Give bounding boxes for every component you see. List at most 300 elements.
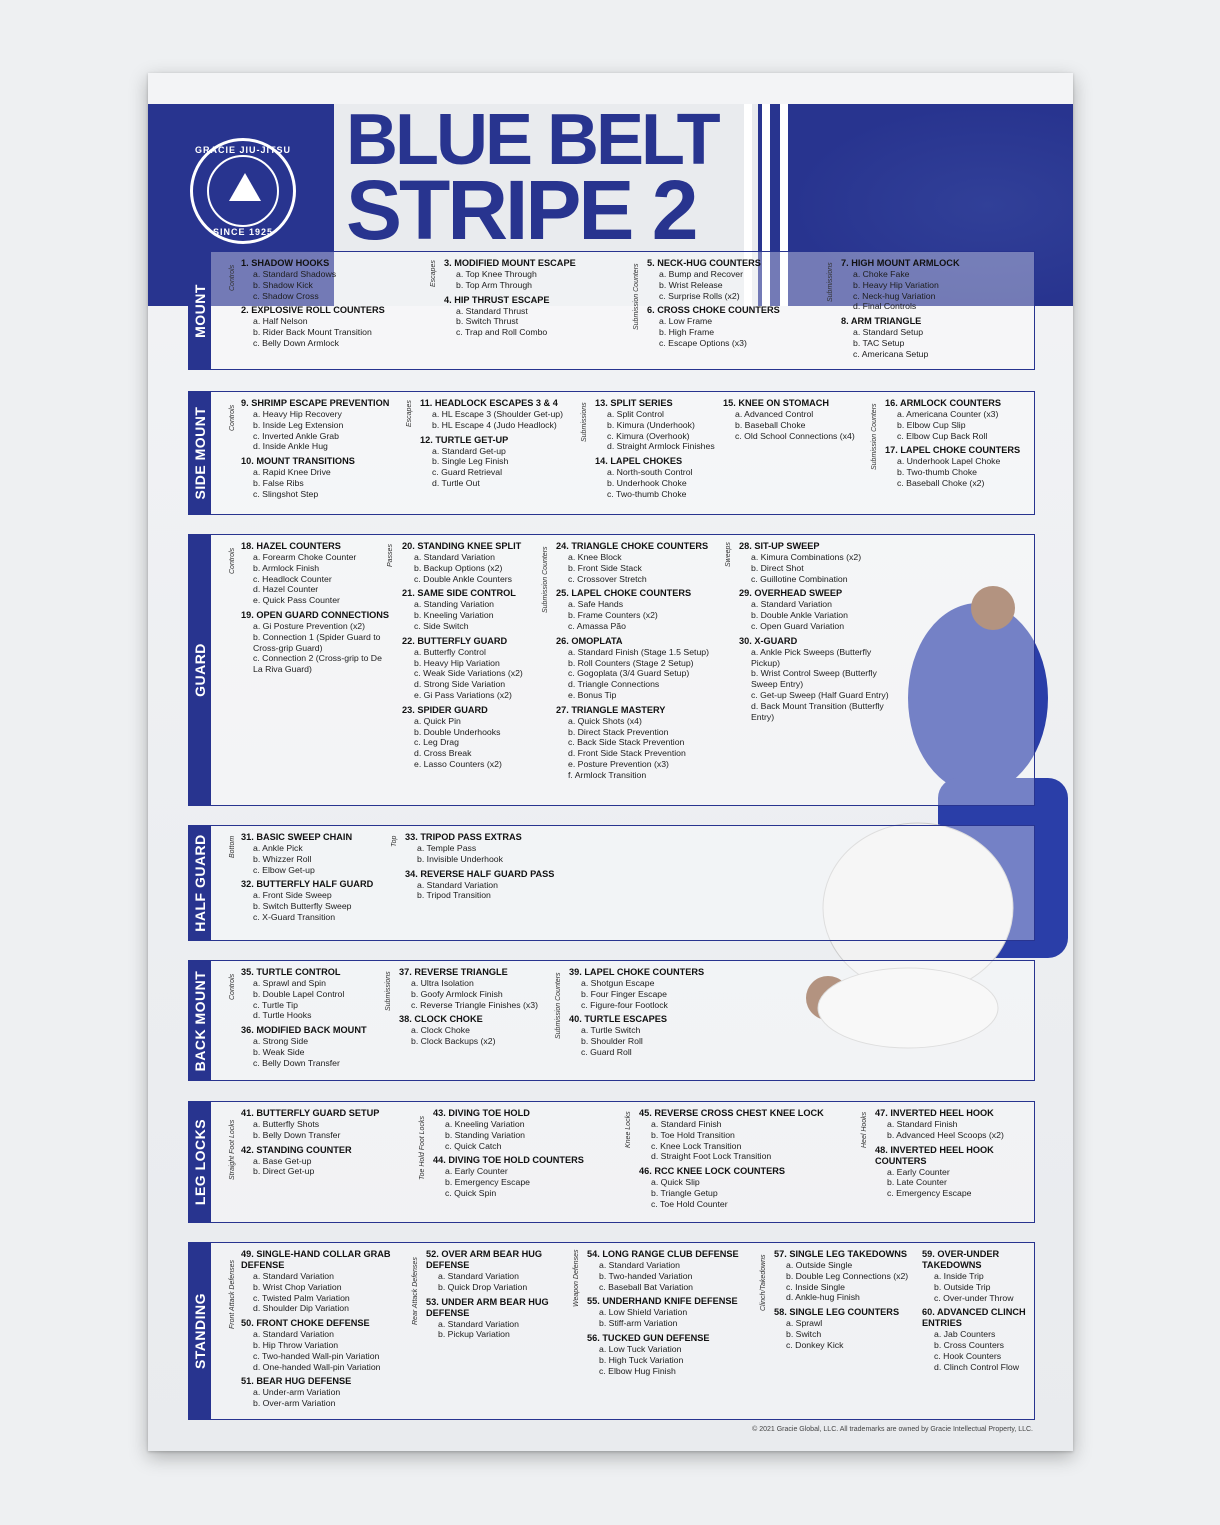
technique-subitem: b. Top Arm Through (456, 279, 532, 290)
technique-subitem: e. Gi Pass Variations (x2) (414, 689, 512, 700)
technique-title: 31. BASIC SWEEP CHAIN (241, 832, 353, 842)
technique-subitem: d. Straight Foot Lock Transition (651, 1151, 772, 1162)
technique-subitem: b. Inside Leg Extension (253, 419, 344, 430)
technique-column (426, 1249, 576, 1344)
technique-item (433, 1155, 628, 1198)
technique-subitem: e. Bonus Tip (568, 689, 617, 700)
technique-title: 41. BUTTERFLY GUARD SETUP (241, 1108, 380, 1118)
column-category-label: Sweeps (725, 541, 732, 567)
technique-subitem: a. Split Control (607, 409, 664, 419)
technique-subitem: d. One-handed Wall-pin Variation (253, 1361, 381, 1372)
column-category-label: Clinch/Takedowns (760, 1254, 767, 1311)
technique-subitem: b. Underhook Choke (607, 477, 687, 488)
technique-subitem: a. North-south Control (607, 467, 693, 478)
technique-subitem: a. Standard Thrust (456, 305, 528, 316)
technique-title: 44. DIVING TOE HOLD COUNTERS (433, 1155, 584, 1166)
technique-column (241, 967, 391, 1073)
technique-item (241, 456, 416, 499)
technique-item (241, 879, 406, 922)
logo-emblem-icon (207, 155, 279, 227)
logo-text-bottom: SINCE 1925 (212, 227, 274, 237)
technique-subitem: a. Rapid Knee Drive (253, 467, 331, 478)
gracie-logo (190, 138, 296, 244)
technique-item (241, 1376, 406, 1409)
technique-item (402, 705, 552, 770)
technique-subitem: a. Standard Variation (417, 879, 498, 890)
technique-title: 57. SINGLE LEG TAKEDOWNS (774, 1249, 908, 1259)
technique-column (420, 398, 590, 493)
technique-title: 48. INVERTED HEEL HOOK COUNTERS (875, 1144, 994, 1166)
column-category-label: Bottom (229, 835, 236, 858)
technique-title: 58. SINGLE LEG COUNTERS (774, 1307, 900, 1318)
technique-subitem: a. Standard Variation (414, 552, 495, 562)
technique-subitem: c. Inverted Ankle Grab (253, 430, 339, 441)
copyright-text: © 2021 Gracie Global, LLC. All trademarks are owned by Gracie Intellectual Property, LLC. (752, 1426, 1033, 1433)
technique-item (841, 316, 1031, 359)
technique-item (420, 398, 590, 431)
technique-subitem: a. Ankle Pick Sweeps (Butterfly Pickup) (751, 646, 872, 668)
technique-subitem: b. Over-arm Variation (253, 1398, 336, 1409)
technique-subitem: b. Direct Shot (751, 562, 804, 573)
section-title: MOUNT (192, 283, 208, 338)
column-category-label: Controls (229, 973, 236, 1000)
technique-title: 54. LONG RANGE CLUB DEFENSE (587, 1249, 739, 1259)
technique-subitem: b. High Tuck Variation (599, 1354, 684, 1365)
technique-subitem: b. Two-thumb Choke (897, 467, 977, 478)
section-leg-locks (188, 1101, 1035, 1223)
technique-column (433, 1108, 628, 1203)
technique-title: 60. ADVANCED CLINCH ENTRIES (922, 1307, 1026, 1329)
technique-subitem: a. Bump and Recover (659, 269, 744, 279)
technique-subitem: a. Early Counter (887, 1166, 950, 1177)
technique-title: 56. TUCKED GUN DEFENSE (587, 1332, 710, 1343)
technique-item (241, 1108, 421, 1141)
technique-subitem: e. Posture Prevention (x3) (568, 758, 669, 769)
technique-title: 7. HIGH MOUNT ARMLOCK (841, 258, 960, 268)
poster (148, 73, 1073, 1451)
technique-item (402, 541, 552, 584)
technique-subitem: c. Baseball Choke (x2) (897, 477, 985, 488)
column-category-label: Top (391, 835, 398, 847)
technique-item (587, 1296, 762, 1329)
technique-item (774, 1249, 924, 1303)
technique-item (241, 305, 431, 348)
technique-title: 21. SAME SIDE CONTROL (402, 588, 516, 599)
section-side-mount (188, 391, 1035, 515)
technique-subitem: b. Toe Hold Transition (651, 1129, 735, 1140)
technique-item (639, 1108, 859, 1162)
technique-subitem: a. Knee Block (568, 552, 622, 562)
technique-subitem: b. Rider Back Mount Transition (253, 327, 372, 338)
technique-title: 30. X-GUARD (739, 635, 798, 646)
technique-column (402, 541, 552, 774)
section-label (189, 392, 211, 514)
technique-title: 15. KNEE ON STOMACH (723, 398, 830, 408)
technique-subitem: b. Belly Down Transfer (253, 1129, 341, 1140)
technique-subitem: a. Low Frame (659, 316, 713, 327)
technique-subitem: b. Roll Counters (Stage 2 Setup) (568, 657, 694, 668)
technique-title: 20. STANDING KNEE SPLIT (402, 541, 522, 551)
column-category-label: Submission Counters (633, 263, 640, 331)
technique-subitem: b. Quick Drop Variation (438, 1281, 528, 1292)
section-label (189, 252, 211, 369)
technique-subitem: c. Side Switch (414, 620, 469, 631)
technique-title: 23. SPIDER GUARD (402, 704, 488, 715)
technique-title: 52. OVER ARM BEAR HUG DEFENSE (426, 1249, 543, 1270)
technique-subitem: a. Clock Choke (411, 1025, 470, 1036)
technique-subitem: b. HL Escape 4 (Judo Headlock) (432, 419, 557, 430)
technique-title: 12. TURTLE GET-UP (420, 434, 509, 445)
technique-subitem: b. Switch Butterfly Sweep (253, 901, 352, 912)
technique-title: 18. HAZEL COUNTERS (241, 541, 341, 551)
technique-subitem: c. Elbow Cup Back Roll (897, 430, 988, 441)
technique-subitem: b. False Ribs (253, 477, 304, 488)
technique-column (405, 832, 575, 905)
technique-subitem: b. Double Ankle Variation (751, 610, 848, 621)
technique-subitem: a. Ultra Isolation (411, 978, 474, 988)
technique-column (241, 398, 416, 504)
technique-title: 8. ARM TRIANGLE (841, 316, 922, 327)
technique-subitem: a. Quick Pin (414, 715, 461, 726)
section-title: GUARD (192, 643, 208, 697)
technique-title: 6. CROSS CHOKE COUNTERS (647, 305, 780, 316)
technique-subitem: d. Clinch Control Flow (934, 1361, 1019, 1372)
technique-subitem: a. Kimura Combinations (x2) (751, 552, 862, 562)
technique-column (241, 258, 431, 353)
technique-subitem: a. Standing Variation (414, 599, 495, 610)
technique-item (433, 1108, 628, 1151)
section-guard (188, 534, 1035, 806)
technique-title: 13. SPLIT SERIES (595, 398, 673, 408)
technique-title: 51. BEAR HUG DEFENSE (241, 1376, 352, 1387)
title-line-2: STRIPE 2 (346, 163, 696, 257)
technique-item (444, 295, 634, 338)
technique-subitem: c. Headlock Counter (253, 573, 332, 584)
technique-subitem: a. Outside Single (786, 1260, 853, 1270)
technique-item (241, 1249, 406, 1314)
section-back-mount (188, 960, 1035, 1081)
technique-title: 10. MOUNT TRANSITIONS (241, 456, 355, 467)
technique-item (556, 588, 726, 631)
technique-item (647, 258, 837, 301)
technique-title: 50. FRONT CHOKE DEFENSE (241, 1318, 370, 1329)
technique-column (569, 967, 729, 1062)
technique-column (647, 258, 837, 353)
technique-item (405, 869, 575, 902)
technique-subitem: c. Quick Catch (445, 1140, 502, 1151)
technique-column (639, 1108, 859, 1214)
technique-item (875, 1145, 1035, 1199)
technique-subitem: b. Triangle Getup (651, 1187, 718, 1198)
technique-subitem: b. Stiff-arm Variation (599, 1318, 678, 1329)
technique-column (556, 541, 726, 785)
technique-subitem: c. Weak Side Variations (x2) (414, 668, 523, 679)
technique-subitem: b. Tripod Transition (417, 890, 491, 901)
technique-subitem: c. Leg Drag (414, 737, 459, 748)
technique-subitem: c. Elbow Get-up (253, 864, 315, 875)
technique-title: 2. EXPLOSIVE ROLL COUNTERS (241, 305, 385, 316)
technique-subitem: a. Low Shield Variation (599, 1307, 688, 1318)
technique-subitem: c. Reverse Triangle Finishes (x3) (411, 999, 538, 1010)
technique-title: 36. MODIFIED BACK MOUNT (241, 1025, 367, 1036)
technique-subitem: b. Shoulder Roll (581, 1036, 643, 1047)
technique-subitem: a. Top Knee Through (456, 269, 537, 279)
technique-item (241, 258, 431, 301)
technique-subitem: c. Turtle Tip (253, 999, 298, 1010)
technique-item (420, 435, 590, 489)
technique-subitem: c. Back Side Stack Prevention (568, 737, 685, 748)
technique-subitem: c. Two-handed Wall-pin Variation (253, 1350, 380, 1361)
technique-subitem: a. Jab Counters (934, 1329, 996, 1340)
section-title: LEG LOCKS (192, 1118, 208, 1206)
technique-column (922, 1249, 1037, 1377)
column-category-label: Submission Counters (542, 546, 549, 614)
technique-subitem: a. Butterfly Shots (253, 1119, 320, 1129)
section-label (189, 1102, 211, 1222)
technique-title: 1. SHADOW HOOKS (241, 258, 330, 268)
technique-subitem: d. Shoulder Dip Variation (253, 1303, 349, 1314)
technique-subitem: b. Elbow Cup Slip (897, 419, 966, 430)
technique-item (426, 1249, 576, 1293)
technique-subitem: c. Two-thumb Choke (607, 488, 687, 499)
technique-title: 3. MODIFIED MOUNT ESCAPE (444, 258, 576, 268)
technique-title: 32. BUTTERFLY HALF GUARD (241, 879, 374, 890)
technique-subitem: a. Safe Hands (568, 599, 624, 610)
technique-subitem: b. Direct Get-up (253, 1166, 315, 1177)
technique-item (885, 445, 1035, 488)
technique-subitem: d. Straight Armlock Finishes (607, 441, 715, 452)
technique-subitem: c. Figure-four Footlock (581, 999, 668, 1010)
technique-title: 29. OVERHEAD SWEEP (739, 588, 843, 599)
technique-item (587, 1333, 762, 1376)
technique-subitem: c. Twisted Palm Variation (253, 1292, 350, 1303)
technique-subitem: a. Standard Variation (253, 1329, 334, 1340)
technique-subitem: d. Back Mount Transition (Butterfly Entry) (751, 700, 884, 722)
technique-item (569, 967, 729, 1010)
technique-subitem: b. Four Finger Escape (581, 988, 667, 999)
technique-column (444, 258, 634, 342)
technique-subitem: b. Weak Side (253, 1046, 305, 1057)
title-line-1: BLUE BELT (346, 100, 718, 180)
column-category-label: Controls (229, 264, 236, 291)
technique-item (444, 258, 634, 291)
technique-item (241, 967, 391, 1021)
section-half-guard (188, 825, 1035, 941)
technique-subitem: d. Turtle Hooks (253, 1010, 312, 1021)
technique-subitem: a. Standard Setup (853, 327, 924, 338)
technique-subitem: a. Sprawl and Spin (253, 978, 326, 988)
technique-subitem: b. Heavy Hip Variation (853, 279, 939, 290)
technique-subitem: d. Cross Break (414, 748, 472, 759)
technique-subitem: a. Inside Trip (934, 1271, 984, 1281)
technique-subitem: b. Heavy Hip Variation (414, 657, 500, 668)
technique-subitem: a. Standard Shadows (253, 269, 337, 279)
column-category-label: Straight Foot Locks (229, 1120, 236, 1181)
technique-title: 14. LAPEL CHOKES (595, 456, 683, 467)
technique-subitem: a. Standard Variation (599, 1260, 680, 1270)
triangle-icon (229, 173, 261, 201)
technique-title: 25. LAPEL CHOKE COUNTERS (556, 588, 692, 599)
technique-item (774, 1307, 924, 1350)
technique-subitem: b. Two-handed Variation (599, 1270, 693, 1281)
technique-subitem: b. Advanced Heel Scoops (x2) (887, 1129, 1004, 1140)
column-category-label: Rear Attack Defenses (412, 1257, 419, 1325)
technique-subitem: c. Guard Roll (581, 1046, 632, 1057)
technique-item (739, 541, 889, 584)
technique-subitem: c. Quick Spin (445, 1187, 497, 1198)
technique-subitem: a. Low Tuck Variation (599, 1343, 682, 1354)
technique-item (739, 636, 889, 723)
column-category-label: Submissions (827, 261, 834, 302)
technique-item (569, 1014, 729, 1057)
technique-subitem: c. Guillotine Combination (751, 573, 848, 584)
technique-item (647, 305, 837, 348)
technique-subitem: a. Quick Shots (x4) (568, 715, 642, 726)
technique-subitem: b. Kneeling Variation (414, 610, 494, 621)
technique-subitem: c. Crossover Stretch (568, 573, 647, 584)
technique-subitem: a. Underhook Lapel Choke (897, 456, 1001, 467)
column-category-label: Submission Counters (871, 403, 878, 471)
section-label (189, 826, 211, 940)
technique-column (399, 967, 559, 1051)
technique-title: 39. LAPEL CHOKE COUNTERS (569, 967, 705, 977)
technique-subitem: c. Guard Retrieval (432, 467, 503, 478)
technique-subitem: a. Advanced Control (735, 409, 814, 419)
technique-subitem: c. Open Guard Variation (751, 620, 845, 631)
technique-title: 24. TRIANGLE CHOKE COUNTERS (556, 541, 709, 551)
technique-title: 19. OPEN GUARD CONNECTIONS (241, 609, 390, 620)
technique-item (739, 588, 889, 631)
technique-subitem: d. Strong Side Variation (414, 679, 506, 690)
technique-subitem: d. Inside Ankle Hug (253, 441, 328, 452)
technique-subitem: a. Standard Finish (887, 1119, 958, 1129)
technique-subitem: b. Whizzer Roll (253, 853, 312, 864)
technique-subitem: b. Switch Thrust (456, 316, 519, 327)
technique-title: 47. INVERTED HEEL HOOK (875, 1108, 994, 1118)
technique-subitem: c. Surprise Rolls (x2) (659, 290, 740, 301)
technique-subitem: b. TAC Setup (853, 337, 905, 348)
technique-subitem: a. Standard Variation (253, 1271, 334, 1281)
technique-subitem: c. Double Ankle Counters (414, 573, 513, 584)
technique-subitem: c. Belly Down Armlock (253, 337, 339, 348)
column-category-label: Submissions (385, 970, 392, 1011)
technique-subitem: a. HL Escape 3 (Shoulder Get-up) (432, 409, 564, 419)
technique-column (587, 1249, 762, 1380)
technique-subitem: a. Kneeling Variation (445, 1119, 525, 1129)
technique-subitem: a. Standard Variation (438, 1318, 519, 1329)
technique-subitem: c. Knee Lock Transition (651, 1140, 742, 1151)
technique-column (739, 541, 889, 726)
technique-subitem: e. Lasso Counters (x2) (414, 758, 502, 769)
section-title: BACK MOUNT (192, 970, 208, 1071)
technique-subitem: a. Choke Fake (853, 269, 910, 279)
technique-item (399, 967, 559, 1010)
technique-title: 49. SINGLE-HAND COLLAR GRAB DEFENSE (241, 1249, 391, 1270)
technique-subitem: a. Strong Side (253, 1036, 309, 1047)
technique-title: 46. RCC KNEE LOCK COUNTERS (639, 1166, 785, 1177)
technique-subitem: b. Shadow Kick (253, 279, 313, 290)
technique-subitem: a. Forearm Choke Counter (253, 552, 357, 562)
technique-subitem: a. Front Side Sweep (253, 890, 332, 901)
technique-title: 22. BUTTERFLY GUARD (402, 635, 508, 646)
technique-item (241, 1025, 391, 1068)
technique-subitem: b. High Frame (659, 327, 715, 338)
technique-subitem: c. Slingshot Step (253, 488, 319, 499)
column-category-label: Passes (387, 543, 394, 567)
technique-subitem: a. Butterfly Control (414, 646, 486, 657)
technique-subitem: d. Final Controls (853, 301, 917, 312)
technique-subitem: c. Connection 2 (Cross-grip to De La Riva Guard) (253, 653, 382, 675)
technique-column (841, 258, 1031, 364)
technique-subitem: c. Amassa Pão (568, 620, 626, 631)
technique-subitem: a. Americana Counter (x3) (897, 409, 999, 419)
technique-subitem: d. Hazel Counter (253, 584, 319, 595)
technique-subitem: a. Early Counter (445, 1166, 508, 1177)
technique-subitem: b. Emergency Escape (445, 1177, 530, 1188)
technique-subitem: b. Double Leg Connections (x2) (786, 1270, 909, 1281)
column-category-label: Escapes (430, 260, 437, 288)
technique-column (241, 541, 391, 679)
section-label (189, 1243, 211, 1419)
technique-item (922, 1249, 1037, 1303)
technique-item (241, 832, 406, 875)
technique-item (595, 398, 720, 452)
technique-subitem: c. Toe Hold Counter (651, 1198, 728, 1209)
technique-subitem: c. Get-up Sweep (Half Guard Entry) (751, 689, 889, 700)
section-standing (188, 1242, 1035, 1420)
technique-item (639, 1166, 859, 1209)
technique-subitem: c. Kimura (Overhook) (607, 430, 690, 441)
technique-item (241, 1145, 421, 1178)
column-category-label: Submissions (581, 401, 588, 442)
section-title: STANDING (192, 1292, 208, 1370)
technique-subitem: c. Baseball Bat Variation (599, 1281, 694, 1292)
technique-subitem: a. Half Nelson (253, 316, 308, 327)
technique-subitem: b. Single Leg Finish (432, 456, 509, 467)
technique-subitem: b. Front Side Stack (568, 562, 642, 573)
column-category-label: Weapon Defenses (573, 1249, 580, 1307)
technique-subitem: c. Escape Options (x3) (659, 337, 747, 348)
technique-title: 27. TRIANGLE MASTERY (556, 704, 666, 715)
technique-subitem: a. Standard Variation (438, 1271, 519, 1281)
technique-column (241, 1249, 406, 1413)
technique-item (402, 636, 552, 701)
technique-title: 43. DIVING TOE HOLD (433, 1108, 530, 1118)
technique-title: 9. SHRIMP ESCAPE PREVENTION (241, 398, 390, 408)
technique-subitem: c. Americana Setup (853, 348, 929, 359)
technique-subitem: b. Clock Backups (x2) (411, 1036, 496, 1047)
technique-item (241, 398, 416, 452)
technique-subitem: a. Base Get-up (253, 1155, 312, 1166)
technique-column (241, 832, 406, 927)
technique-subitem: c. Elbow Hug Finish (599, 1365, 676, 1376)
technique-subitem: b. Standing Variation (445, 1129, 526, 1140)
technique-item (405, 832, 575, 865)
technique-subitem: b. Kimura (Underhook) (607, 419, 695, 430)
technique-item (841, 258, 1031, 312)
technique-subitem: a. Turtle Switch (581, 1025, 641, 1036)
technique-item (875, 1108, 1035, 1141)
technique-subitem: c. Neck-hug Variation (853, 290, 936, 301)
technique-subitem: c. Gogoplata (3/4 Guard Setup) (568, 668, 690, 679)
technique-column (723, 398, 868, 445)
technique-subitem: b. Hip Throw Variation (253, 1339, 339, 1350)
technique-subitem: d. Front Side Stack Prevention (568, 748, 686, 759)
technique-subitem: f. Armlock Transition (568, 769, 647, 780)
technique-subitem: a. Temple Pass (417, 843, 477, 853)
technique-subitem: c. Emergency Escape (887, 1188, 972, 1199)
technique-column (774, 1249, 924, 1355)
